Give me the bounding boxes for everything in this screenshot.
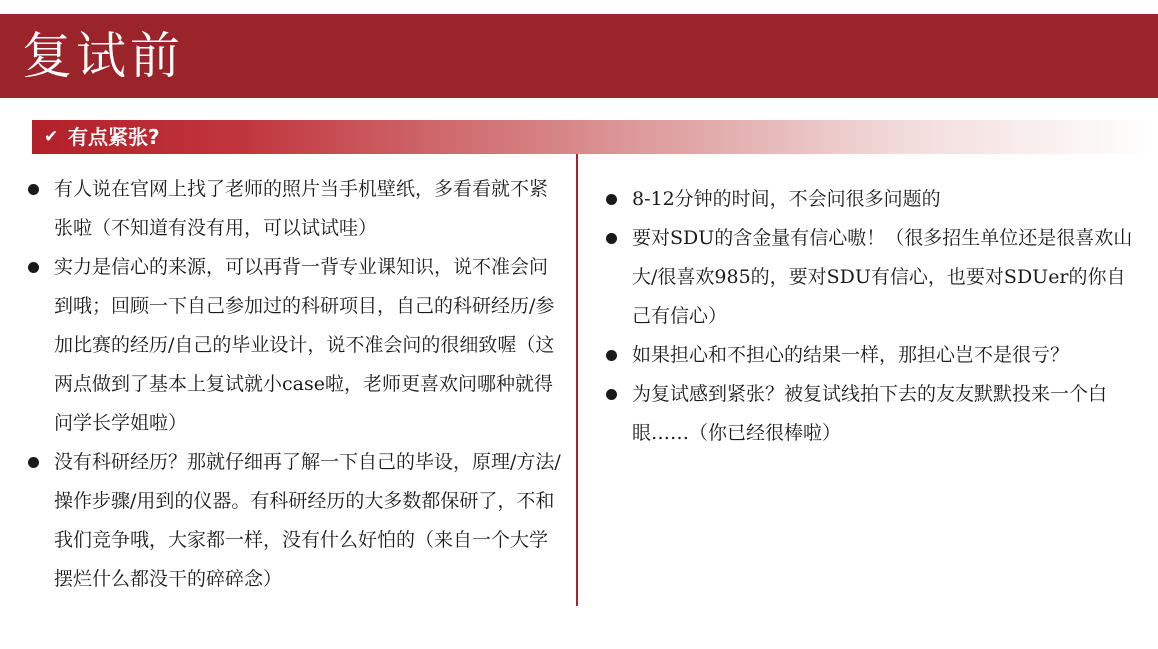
top-strip: [0, 0, 1158, 14]
left-column-list: [22, 170, 564, 599]
list-item: 如果担心和不担心的结果一样，那担心岂不是很亏？: [600, 336, 1140, 375]
section-header-bar: [32, 120, 1154, 154]
list-item: 没有科研经历？那就仔细再了解一下自己的毕设，原理/方法/操作步骤/用到的仪器。有科研经历的大多数都保研了，不和我们竞争哦，大家都一样，没有什么好怕的（来自一个大学摆烂什么都没干的碎碎念）: [22, 443, 564, 599]
list-item: 实力是信心的来源，可以再背一背专业课知识，说不准会问到哦；回顾一下自己参加过的科研项目，自己的科研经历/参加比赛的经历/自己的毕业设计，说不准会问的很细致喔（这两点做到了基本上复试就小case啦，老师更喜欢问哪种就得问学长学姐啦）: [22, 248, 564, 443]
list-item: 要对SDU的含金量有信心嗷！（很多招生单位还是很喜欢山大/很喜欢985的，要对SDU有信心，也要对SDUer的你自己有信心）: [600, 219, 1140, 336]
right-column-list: [600, 180, 1140, 453]
page-title: 复试前: [22, 27, 184, 85]
check-icon: ✔: [44, 127, 59, 147]
list-item: 8-12分钟的时间，不会问很多问题的: [600, 180, 1140, 219]
list-item: 有人说在官网上找了老师的照片当手机壁纸，多看看就不紧张啦（不知道有没有用，可以试试哇）: [22, 170, 564, 248]
section-title: 有点紧张?: [68, 125, 160, 149]
column-divider: [576, 154, 578, 606]
list-item: 为复试感到紧张？被复试线拍下去的友友默默投来一个白眼……（你已经很棒啦）: [600, 375, 1140, 453]
